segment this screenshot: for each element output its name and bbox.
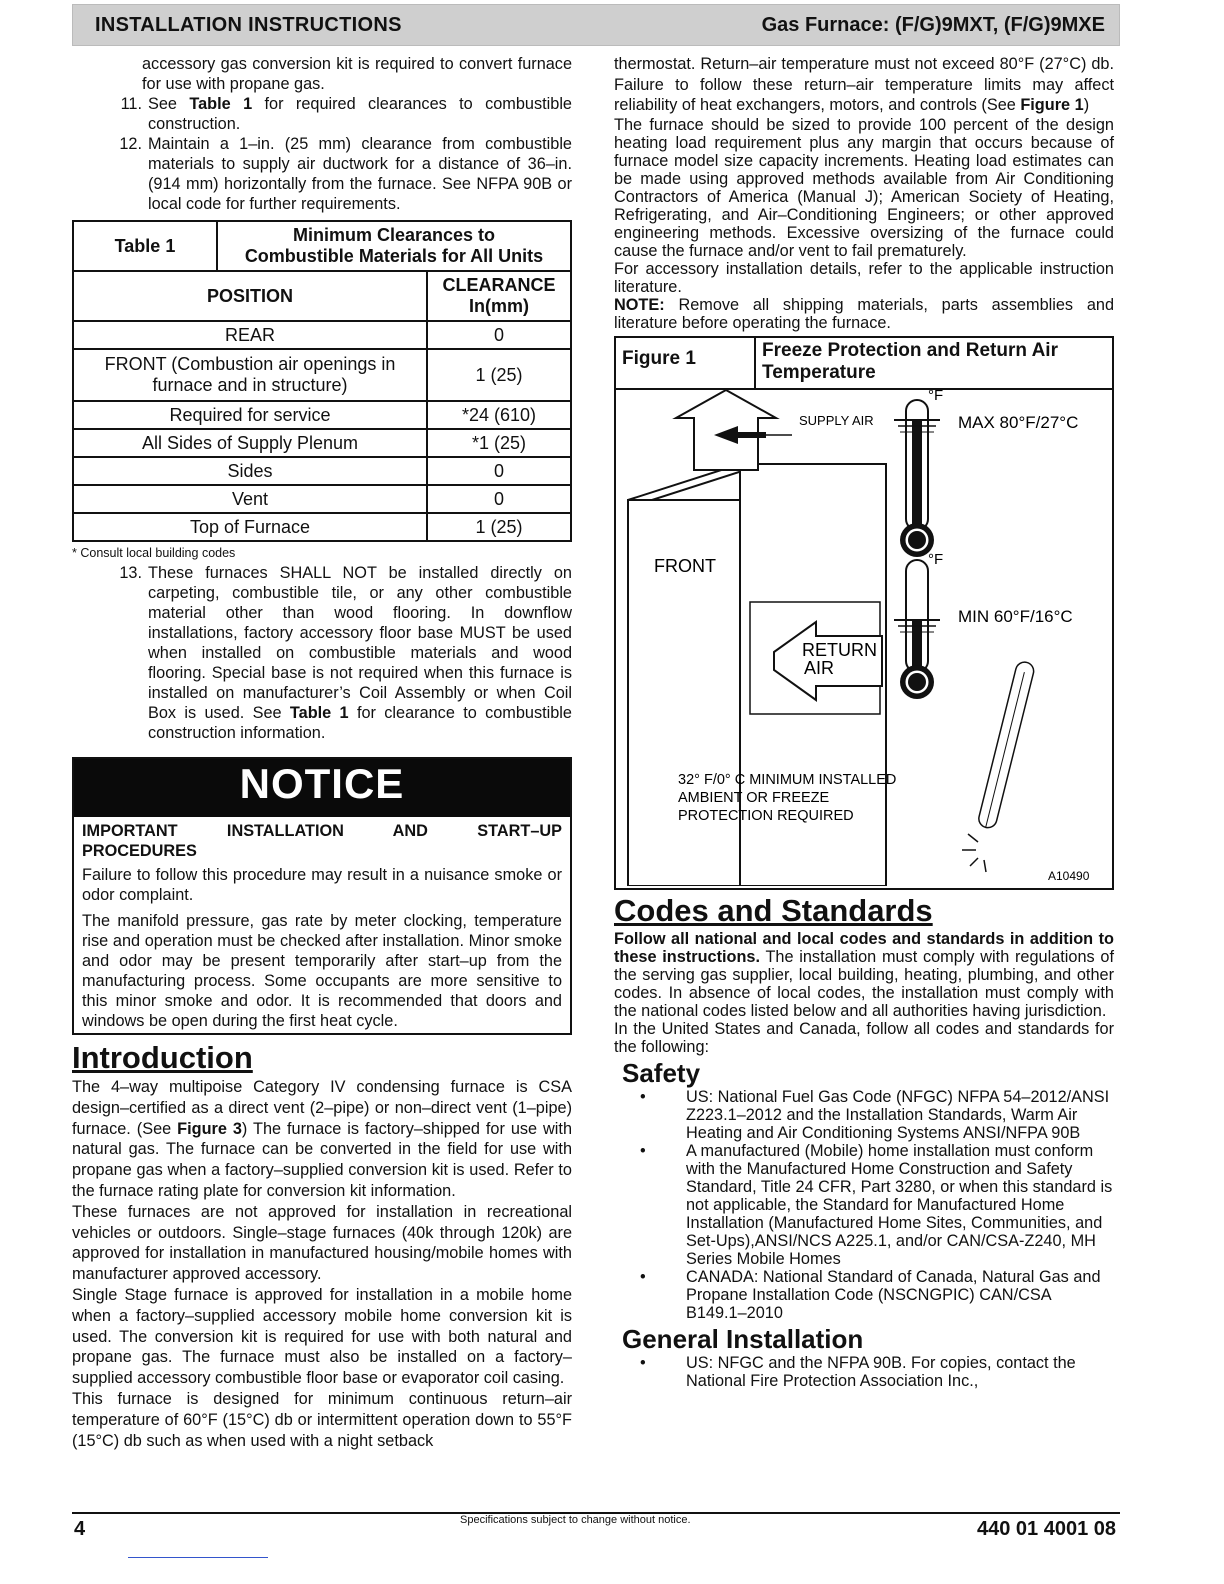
table-row: All Sides of Supply Plenum <box>73 429 427 457</box>
table-row: FRONT (Combustion air openings in furnace and in structure) <box>73 349 427 401</box>
continued-text: accessory gas conversion kit is required to convert furnace for use with propane gas. <box>142 55 572 93</box>
notice-title: IMPORTANT INSTALLATION AND START–UP <box>82 822 562 840</box>
freeze-protection-diagram <box>616 390 1112 886</box>
right-para-1: thermostat. Return–air temperature must not exceed 80°F (27°C) db. Failure to follow these return–air temperature limits may affect reliability of heat exchangers, motors, and controls (See Figure 1) <box>614 55 1114 114</box>
notice-para-2: The manifold pressure, gas rate by meter clocking, temperature rise and operation must be checked after installation. Minor smoke and odor may be present temporarily after start–up from the manufacturing process. Some occupants are more sensitive to this minor smoke and odor. It is recommended that doors and windows be open during the first heat cycle. <box>82 912 562 1030</box>
right-para-2: The furnace should be sized to provide 100 percent of the design heating load requirement plus any margin that occurs because of furnace model size capacity increments. Heating load estimates can be made using approved methods available from Air Conditioning Contractors of America (Manual J); American Society of Heating, Refrigerating, and Air–Conditioning Engineers; or other approved engineering methods. Excessive oversizing of the furnace could cause the furnace and/or vent to fail prematurely. <box>614 115 1114 260</box>
supply-air-label: SUPPLY AIR <box>799 412 874 428</box>
figure-title: Freeze Protection and Return Air Temperature <box>762 339 1058 383</box>
burst-icon <box>962 834 986 872</box>
intro-heading: Introduction <box>72 1040 253 1075</box>
intro-para-2: These furnaces are not approved for installation in recreational vehicles or outdoors. Single–stage furnaces (40k through 120k) are approved for installation in manufactured housing/mobile homes with manufacturer approved accessory. <box>72 1202 572 1284</box>
table-row: Sides <box>73 457 427 485</box>
max-label: MAX 80°F/27°C <box>958 412 1079 432</box>
figure-label: Figure 1 <box>616 338 756 388</box>
return-label-2: AIR <box>804 657 835 678</box>
notice-bar: NOTICE <box>74 759 570 817</box>
codes-para-2: In the United States and Canada, follow all codes and standards for the following: <box>614 1019 1114 1056</box>
figure-code: A10490 <box>1048 868 1090 883</box>
clearance-table: Table 1 Minimum Clearances to Combustible Materials for All Units POSITION CLEARANCE In(mm) REAR 0 FRONT (Combustion air openings in furnace and in structure) 1 (25) Required for service *24 (610) All Sides of Supply Plenum *1 (25) Sides 0 Vent 0 Top of Furnace 1 (25) <box>72 220 572 542</box>
safety-heading: Safety <box>622 1057 701 1088</box>
header-left: INSTALLATION INSTRUCTIONS <box>95 14 402 36</box>
list-item-12: 12. Maintain a 1–in. (25 mm) clearance from combustible materials to supply air ductwork for a distance of 36–in. (914 mm) horizontally from the furnace. See NFPA 90B or local code for further requirements. <box>119 135 572 213</box>
col-header-clearance: CLEARANCE In(mm) <box>427 271 571 321</box>
notice-para-1: Failure to follow this procedure may result in a nuisance smoke or odor complaint. <box>82 866 562 904</box>
supply-air-arrow <box>676 390 776 470</box>
freeze-thermometer-icon <box>977 660 1036 829</box>
general-heading: General Installation <box>622 1323 864 1354</box>
table-row: Top of Furnace <box>73 513 427 541</box>
right-para-3: For accessory installation details, refer to the applicable instruction literature. <box>614 259 1114 296</box>
freeze-note-3: PROTECTION REQUIRED <box>678 807 854 824</box>
list-item: • US: National Fuel Gas Code (NFGC) NFPA 54–2012/ANSI Z223.1–2012 and the Installation Standards, Warm Air Heating and Air Conditioning Systems ANSI/NFPA 90B <box>640 1087 1110 1142</box>
table-row: Vent <box>73 485 427 513</box>
page-number: 4 <box>74 1518 86 1540</box>
document-number: 440 01 4001 08 <box>976 1518 1116 1540</box>
page-header <box>72 4 1120 46</box>
col-header-position: POSITION <box>73 271 427 321</box>
list-item-11: 11. See Table 1 for required clearances to combustible construction. <box>120 95 572 133</box>
list-item: • A manufactured (Mobile) home installation must conform with the Manufactured Home Construction and Safety Standard, Title 24 CFR, Part 3280, or when this standard is not applicable, the Standard for Manufactured Home Installation (Manufactured Home Sites, Communities, and Set-Ups),ANSI/NCS A225.1, and/or CAN/CSA-Z240, MH Series Mobile Homes <box>640 1141 1113 1268</box>
table-title: Minimum Clearances to Combustible Materials for All Units <box>217 221 571 271</box>
intro-para-1: The 4–way multipoise Category IV condensing furnace is CSA design–certified as a direct vent (2–pipe) or non–direct vent (1–pipe) furnace. (See Figure 3) The furnace is factory–shipped for use with natural gas. The furnace can be converted in the field for use with propane gas when a factory–supplied conversion kit is used. Refer to the furnace rating plate for conversion kit information. <box>72 1078 573 1200</box>
thermometer-max-icon <box>894 400 940 557</box>
table-label: Table 1 <box>73 221 217 271</box>
min-label: MIN 60°F/16°C <box>958 606 1073 626</box>
right-column <box>614 54 1114 1390</box>
table-row: Required for service <box>73 401 427 429</box>
table-row: REAR <box>73 321 427 349</box>
thermometer-min-icon <box>894 560 940 699</box>
list-item: • US: NFGC and the NFPA 90B. For copies, contact the National Fire Protection Association Inc., <box>640 1353 1076 1390</box>
return-label-1: RETURN <box>802 639 877 660</box>
header-right: Gas Furnace: (F/G)9MXT, (F/G)9MXE <box>761 14 1105 36</box>
deg-f-label-1: °F <box>928 389 944 404</box>
table-footnote: * Consult local building codes <box>72 546 236 560</box>
intro-para-4: This furnace is designed for minimum continuous return–air temperature of 60°F (15°C) db or intermittent operation down to 55°F (15°C) db such as when used with a night setback <box>72 1389 572 1450</box>
link-underline <box>128 1557 268 1558</box>
freeze-note-1: 32° F/0° C MINIMUM INSTALLED <box>678 771 897 788</box>
right-note: NOTE: Remove all shipping materials, parts assemblies and literature before operating the furnace. <box>614 295 1114 332</box>
freeze-note-2: AMBIENT OR FREEZE <box>678 789 830 806</box>
notice-box: NOTICE IMPORTANT INSTALLATION AND START–UP PROCEDURES Failure to follow this procedure may result in a nuisance smoke or odor complaint. The manifold pressure, gas rate by meter clocking, temperature rise and operation must be checked after installation. Minor smoke and odor may be present temporarily after start–up from the manufacturing process. Some occupants are more sensitive to this minor smoke and odor. It is recommended that doors and windows be open during the first heat cycle. <box>72 757 572 1035</box>
codes-para-1: Follow all national and local codes and standards in addition to these instructions. The installation must comply with regulations of the serving gas supplier, local building, heating, plumbing, and other codes. In absence of local codes, the installation must comply with the national codes listed below and all authorities having jurisdiction. <box>614 929 1114 1020</box>
list-item-13: 13. These furnaces SHALL NOT be installed directly on carpeting, combustible tile, or any other combustible material other than wood flooring. In downflow installations, factory accessory floor base MUST be used when installed on combustible materials and wood flooring. Special base is not required when this furnace is installed on manufacturer’s Coil Assembly or when Coil Box is used. See Table 1 for clearance to combustible construction information. <box>119 564 572 742</box>
figure-1 <box>614 336 1114 890</box>
front-label: FRONT <box>654 555 716 576</box>
intro-para-3: Single Stage furnace is approved for installation in a mobile home when a factory–supplied accessory mobile home conversion kit is used. The conversion kit is required for use with both natural and propane gas. The furnace must also be installed on a factory–supplied accessory combustible floor base or evaporator coil casing. <box>72 1285 572 1388</box>
list-item: • CANADA: National Standard of Canada, Natural Gas and Propane Installation Code (NSCNGPIC) CAN/CSA B149.1–2010 <box>640 1267 1101 1322</box>
deg-f-label-2: °F <box>928 550 944 568</box>
spec-notice: Specifications subject to change without notice. <box>460 1514 691 1526</box>
codes-heading: Codes and Standards <box>614 892 933 928</box>
left-column <box>72 54 572 1451</box>
